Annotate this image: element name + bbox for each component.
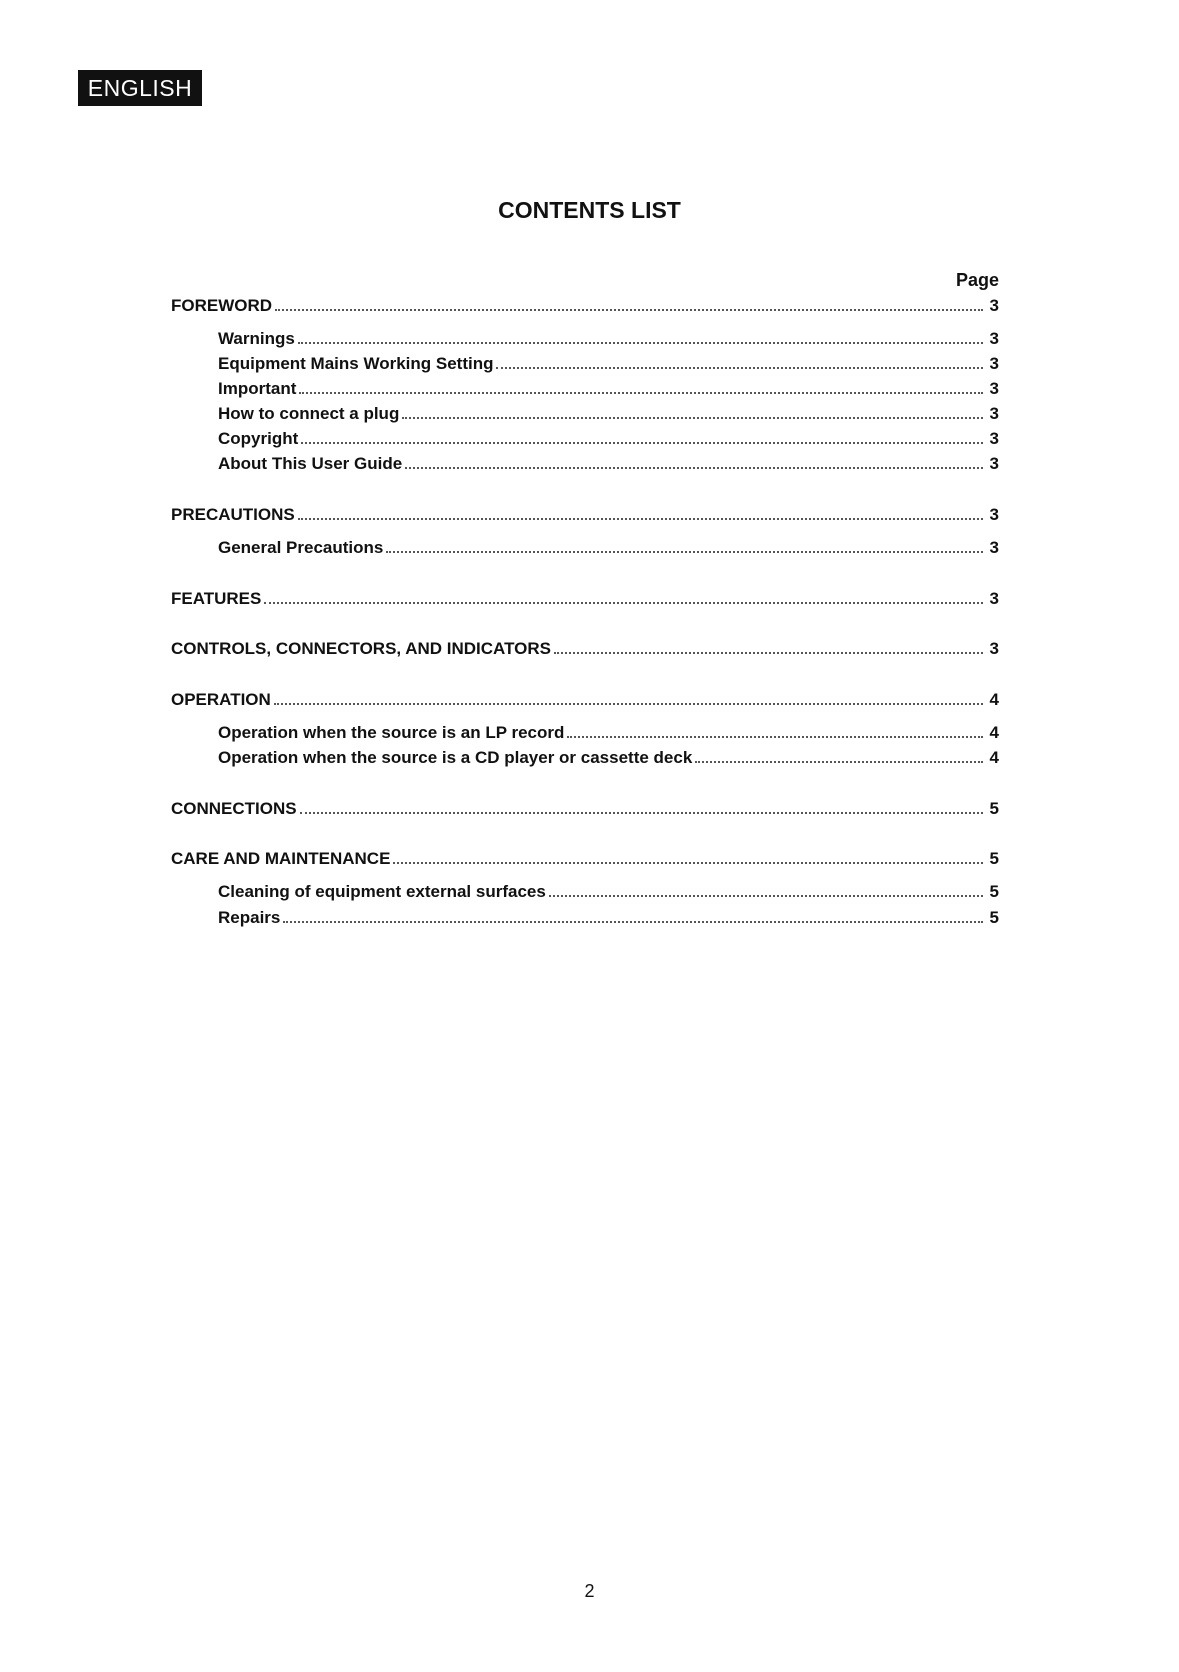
dot-leader bbox=[405, 467, 983, 469]
toc-entry-page: 3 bbox=[989, 354, 999, 373]
toc-entry-operation-cd-cassette[interactable] bbox=[218, 747, 999, 769]
toc-entry-page: 3 bbox=[989, 329, 999, 348]
toc-entry-precautions[interactable] bbox=[171, 504, 999, 526]
toc-entry-label: Equipment Mains Working Setting bbox=[218, 354, 494, 373]
dot-leader bbox=[283, 921, 983, 923]
toc-entry-page: 3 bbox=[989, 429, 999, 448]
toc-entry-warnings[interactable] bbox=[218, 328, 999, 350]
page-column-header: Page bbox=[955, 270, 999, 290]
toc-entry-repairs[interactable] bbox=[218, 907, 999, 929]
toc-entry-label: OPERATION bbox=[171, 690, 271, 709]
dot-leader bbox=[264, 602, 983, 604]
toc-entry-page: 5 bbox=[989, 849, 999, 868]
dot-leader bbox=[300, 812, 983, 814]
toc-entry-label: Warnings bbox=[218, 329, 295, 348]
toc-entry-page: 5 bbox=[989, 882, 999, 901]
toc-entry-page: 3 bbox=[989, 454, 999, 473]
toc-entry-foreword[interactable] bbox=[171, 295, 999, 317]
toc-entry-label: Repairs bbox=[218, 908, 281, 927]
toc-entry-label: Operation when the source is an LP record bbox=[218, 723, 565, 742]
dot-leader bbox=[554, 652, 983, 654]
toc-entry-page: 4 bbox=[989, 690, 999, 709]
toc-entry-equipment-mains-working-setting[interactable] bbox=[218, 353, 999, 375]
language-badge: ENGLISH bbox=[78, 70, 202, 106]
toc-entry-page: 3 bbox=[989, 538, 999, 557]
toc-entry-how-to-connect-a-plug[interactable] bbox=[218, 403, 999, 425]
toc-entry-page: 3 bbox=[989, 379, 999, 398]
toc-entry-label: CONTROLS, CONNECTORS, AND INDICATORS bbox=[171, 639, 551, 658]
toc-entry-page: 3 bbox=[989, 589, 999, 608]
dot-leader bbox=[695, 761, 983, 763]
dot-leader bbox=[393, 862, 983, 864]
page-title: CONTENTS LIST bbox=[498, 197, 681, 223]
toc-entry-general-precautions[interactable] bbox=[218, 537, 999, 559]
toc-entry-label: How to connect a plug bbox=[218, 404, 400, 423]
toc-entry-page: 3 bbox=[989, 296, 999, 315]
toc-entry-page: 5 bbox=[989, 908, 999, 927]
dot-leader bbox=[298, 518, 983, 520]
toc-entry-label: CARE AND MAINTENANCE bbox=[171, 849, 391, 868]
toc-entry-page: 3 bbox=[989, 639, 999, 658]
toc-entry-controls-connectors-indicators[interactable] bbox=[171, 638, 999, 660]
toc-entry-page: 4 bbox=[989, 723, 999, 742]
toc-entry-features[interactable] bbox=[171, 588, 999, 610]
toc-entry-page: 5 bbox=[989, 799, 999, 818]
toc-entry-label: Cleaning of equipment external surfaces bbox=[218, 882, 546, 901]
toc-entry-copyright[interactable] bbox=[218, 428, 999, 450]
toc-entry-cleaning-external-surfaces[interactable] bbox=[218, 881, 999, 903]
toc-entry-connections[interactable] bbox=[171, 798, 999, 820]
toc-entry-label: Operation when the source is a CD player or cassette deck bbox=[218, 748, 693, 767]
toc-entry-page: 3 bbox=[989, 404, 999, 423]
toc-entry-label: Important bbox=[218, 379, 297, 398]
toc-entry-label: FOREWORD bbox=[171, 296, 273, 315]
toc-entry-operation-lp-record[interactable] bbox=[218, 722, 999, 744]
dot-leader bbox=[298, 342, 983, 344]
toc-entry-important[interactable] bbox=[218, 378, 999, 400]
dot-leader bbox=[496, 367, 983, 369]
dot-leader bbox=[299, 392, 983, 394]
dot-leader bbox=[301, 442, 983, 444]
toc-entry-label: About This User Guide bbox=[218, 454, 403, 473]
dot-leader bbox=[274, 703, 983, 705]
dot-leader bbox=[549, 895, 983, 897]
dot-leader bbox=[567, 736, 983, 738]
toc-entry-operation[interactable] bbox=[171, 689, 999, 711]
dot-leader bbox=[275, 309, 983, 311]
toc-entry-about-this-user-guide[interactable] bbox=[218, 453, 999, 475]
page-number: 2 bbox=[584, 1581, 595, 1601]
toc-entry-page: 4 bbox=[989, 748, 999, 767]
dot-leader bbox=[402, 417, 983, 419]
toc-entry-care-and-maintenance[interactable] bbox=[171, 848, 999, 870]
toc-entry-label: CONNECTIONS bbox=[171, 799, 297, 818]
toc-entry-label: General Precautions bbox=[218, 538, 384, 557]
dot-leader bbox=[386, 551, 983, 553]
toc-entry-label: PRECAUTIONS bbox=[171, 505, 295, 524]
toc-entry-label: FEATURES bbox=[171, 589, 262, 608]
toc-entry-label: Copyright bbox=[218, 429, 299, 448]
toc-entry-page: 3 bbox=[989, 505, 999, 524]
